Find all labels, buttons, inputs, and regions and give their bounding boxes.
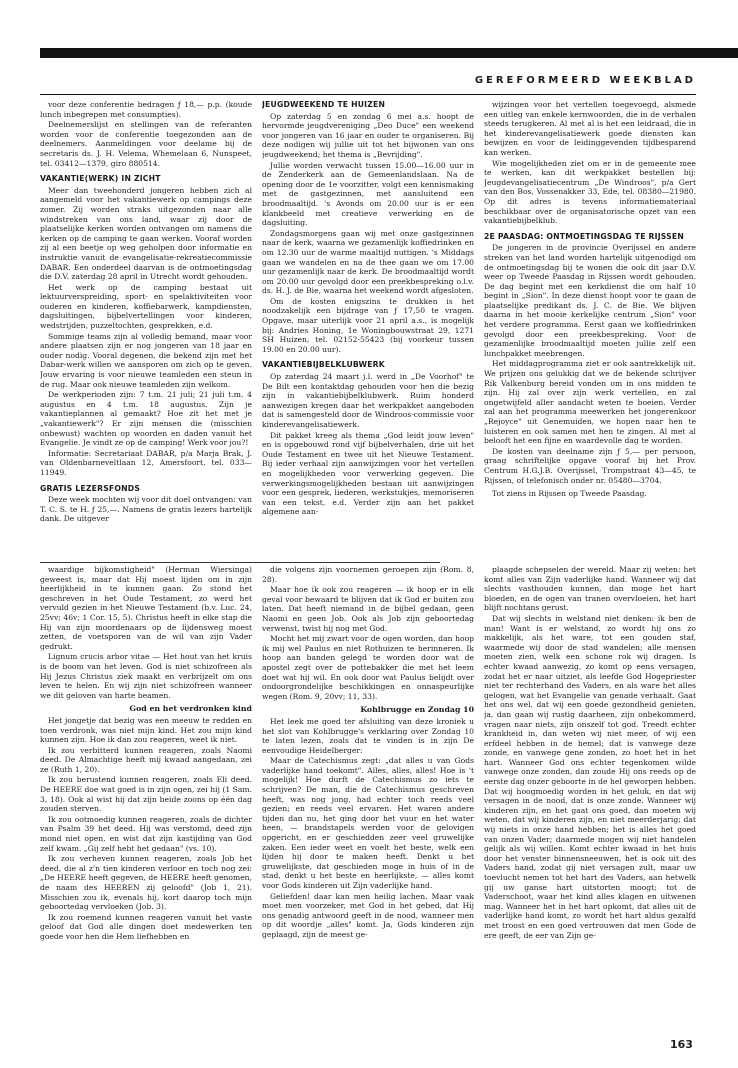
paragraph: wijzingen voor het vertellen toegevoegd, alsmede een uitleg van enkele kernwoorden, die in de verhalen steeds terugkeren. Al met al is het een leidraad, die in het kinderevangelisatiewerk goede diensten kan bewijzen en voor de leidinggevenden tijdbesparend kan werken.: [484, 100, 696, 157]
article-column-3: [484, 565, 696, 1035]
paragraph: Dat wij slechts in welstand niet denken: ik ben de man! Want is er welstand, zo wordt hij ons zo makkelijk, als het ware, tot een gouden staf, waarmede wij door de stad wandelen; alle mensen moeten zien, welk een schone rok wij dragen. Is echter kwaad aanwezig, zo komt op eens versagen, zodat het er naar uitziet, als leefde God Hogepriester niet ter rechterhand des Vaders, en als ware het alles gelogen, wat het Evangelie van genade verhaalt. Gaat het ons wel, dat wij een goede gezondheid genieten, ja, dan gaan wij rustig daarheen, zijn onbekommerd, vragen naar niets, zijn onszelf tot god. Treedt echter krankheid in, dan weten wij niet meer, of wij een erfdeel hebben in de hemel; dat is vanwege deze zonde, en vanwege gene zonden, zo hoet het in het hart. Wanneer God ons echter tegenkomen wilde vanwege onze zonden, dan zoude Hij ons reeds op de eerste dag onzer geboorte in de hel geworpen hebben. Dat wij hoogmoedig worden in het geluk, en dat wij versagen in de nood, dat is onze zonde. Wanneer wij kinderen zijn, en het gaat ons goed, dan moeten wij weten, dat wij kinderen zijn, en niet meerderjarig; dat wij niets in onze hand hebben; het is alles het goed van onzen Vader; daarmede mogen wij niet handelen gelijk als wij willen. Komt echter kwaad in het huis door het venster binnensneeuwen, het is ook uit des Vaders hand, zodat gij niet versagen zult, maar uw toevlucht nemen tot het hart des Vaders, aan hetwelk gij uw ganse hart uitstorten moogt; tot de Vaderschoot, waar het kind alles klagen en uitwenen mag. Wanneer het in het hart opkomt, dat alles uit de vaderlijke hand komt, zo wordt het hart aldus gezalfd met troost en een goed vertrouwen dat men Gode de ere geeft, de eer van Zijn ge-: [484, 613, 696, 940]
paragraph: Lignum crucis arbor vitae — Het hout van het kruis is de boom van het leven. God is niet schizofreen als Hij Jezus Christus ziek maakt en verbrijzelt om ons leven te helen. En wij zijn niet schizofreen wanneer we dit geloven van harte beamen.: [40, 652, 252, 700]
paragraph: Om de kosten enigszins te drukken is het noodzakelijk een bijdrage van ƒ 17,50 te vragen. Opgave, maar uiterlijk voor 21 april a.s., is mogelijk bij: Andries Honing, 1e Woningbouwstraat 29, 1271 SH Huizen, tel. 02152-55423 (bij voorkeur tussen 19.00 en 20.00 uur).: [262, 296, 474, 354]
section-divider: [40, 562, 440, 563]
paragraph: plaagde schepselen der wereld. Maar zij weten: het komt alles van Zijn vaderlijke hand. Wanneer wij dat slechts vasthouden kunnen, dan moge het hart bloeden, en de ogen van tranen overvloeien, het hart blijft nochtans gerust.: [484, 565, 696, 613]
paragraph: Het middagprogramma ziet er ook aantrekkelijk uit. We prijzen ons gelukkig dat we de bekende schrijver Rik Valkenburg bereid vonden om in ons midden te zijn. Hij zal over zijn werk vertellen, en zal ongetwijfeld aller aandacht weten te boeien. Verder zal aan het programma meewerken het jongerenkoor „Rejoyce" uit Genemuiden, we hopen naar hen te luisteren en ook samen met hen te zingen. Al met al belooft het een fijne en waardevolle dag te worden.: [484, 359, 696, 446]
paragraph: Ik zou verheven kunnen reageren, zoals Job het deed, die al z'n tien kinderen verloor en toch nog zei: „De HEERE heeft gegeven, de HEERE heeft genomen, de naam des HEEREN zij geloofd" (Job 1, 21). Misschien zou ik, evenals hij, kort daarop toch mijn geboortedag vervloeken (Job. 3).: [40, 854, 252, 912]
paragraph: Het leek me goed ter afsluiting van deze kroniek u het slot van Kohlbrugge's verklaring over Zondag 10 te laten lezen, zoals dat te vinden is in zijn De eenvoudige Heidelberger:: [262, 716, 474, 755]
news-column-2: [262, 100, 474, 560]
paragraph: Jullie worden verwacht tussen 15.00—16.00 uur in de Zenderkerk aan de Gemeenlandslaan. Na de opening door de 1e voorzitter, volgt een kennismaking met de gastgezinnen, met aansluitend een broodmaaltijd. 's Avonds om 20.00 uur is er een klankbeeld met creatieve verwerking en de dagsluiting.: [262, 160, 474, 228]
paragraph: Maar de Catechismus zegt: „dat alles u van Gods vaderlijke hand toekomt". Alles, alles, alles! Hoe is 't mogelijk! Hoe durft de Catechismus zo iets te schrijven? De man, die de Catechismus geschreven heeft, was nog jong, had echter toch reeds veel gezien; en reeds veel ervaren. Het waren andere tijden dan nu, het ging door het vuur en het water heen, — brandstapels werden voor de gelovigen opgericht, en er geschiedden zeer veel gruwelijke zaken. Een ieder weet en voelt het beste, welk een lijden hij door te maken heeft. Denkt u het gruwelijkste, dat geschieden moge in huis of in de stad, denkt u het beste en heerlijkste, — alles komt voor Gods kinderen uit Zijn vaderlijke hand.: [262, 756, 474, 890]
paragraph-group: [484, 243, 696, 485]
article-section: [40, 565, 696, 1035]
paragraph: Op zaterdag 24 maart j.l. werd in „De Voorhof" te De Bilt een kontaktdag gehouden voor hen die bezig zijn in vakantiebijbelklubwerk. Ruim honderd aanwezigen kregen daar het werkpakket aangeboden dat is samengesteld door de Windroos-commissie voor kinderevangelisatiewerk.: [262, 372, 474, 429]
paragraph: De jongeren in de provincie Overijssel en andere streken van het land worden hartelijk uitgenodigd om de ontmoetingsdag bij te wonen die ook dit jaar D.V. weer op Tweede Paasdag in Rijssen wordt gehouden. De dag begint met een kerkdienst die om half 10 begint in „Sion". In deze dienst hoopt voor te gaan de plaatselijke predikant ds. J. C. de Bie. We blijven daarna in het mooie kerkelijke centrum „Sion" voor het verdere programma. Eerst gaan we koffiedrinken gevolgd door een preekbespreking. Voor de gezamenlijke broodmaaltijd moeten jullie zelf een lunchpakket meebrengen.: [484, 243, 696, 358]
section-heading: GRATIS LEZERSFONDS: [40, 483, 141, 493]
page-number: 163: [670, 1038, 693, 1051]
paragraph: Het werk op de camping bestaat uit lektuurverspreiding, sport- en spelaktiviteiten voor ouderen en kinderen, koffiebarwerk, kampdiensten, dagsluitingen, bijbelvertellingen voor kinderen, wedstrijden, puzzeltochten, gesprekken, e.d.: [40, 282, 252, 331]
paragraph-group: [40, 495, 252, 524]
paragraph: Ik zou berustend kunnen reageren, zoals Eli deed. De HEERE doe wat goed is in zijn ogen, zei hij (1 Sam. 3, 18). Ook al wist hij dat zijn beide zoons op één dag zouden sterven.: [40, 775, 252, 814]
paragraph-group: [262, 717, 474, 940]
paragraph-group: [40, 100, 252, 168]
paragraph: Zondagsmorgens gaan wij met onze gastgezinnen naar de kerk, waarna we gezamenlijk koffiedrinken en om 12.30 uur de warme maaltijd nuttigen. 's Middags gaan we wandelen en na de thee gaan we om 17.00 uur gezamenlijk naar de kerk. De broodmaaltijd wordt om 20.00 uur gevolgd door een preekbespreking o.l.v. ds. H. J. de Bie, waarna het weekend wordt afgesloten.: [262, 228, 474, 296]
paragraph-group: [484, 100, 696, 226]
article-column-1: [40, 565, 252, 1035]
paragraph-group: [40, 565, 252, 700]
top-black-bar: [40, 48, 738, 58]
article-subheading: God en het verdronken kind: [129, 704, 252, 714]
paragraph: Ik zou ootmoedig kunnen reageren, zoals de dichter van Psalm 39 het deed. Hij was verstomd, deed zijn mond niet open, en wist dat zijn kastijding van God zelf kwam. „Gij zelf hebt het gedaan" (vs. 10).: [40, 814, 252, 853]
paragraph: die volgens zijn voornemen geroepen zijn (Rom. 8, 28).: [262, 565, 474, 584]
paragraph: Sommige teams zijn al volledig bemand, maar voor andere plaatsen zijn er nog jongeren van 18 jaar en ouder nodig. Vooral degenen, die bekend zijn met het Dabar-werk willen we aansporen om zich op te geven. Jouw ervaring is voor nieuwe teamleden een steun in de rug. Maar ook nieuwe teamleden zijn welkom.: [40, 331, 252, 389]
paragraph: Het jongetje dat bezig was een meeuw te redden en toen verdronk, was niet mijn kind. Het zou mijn kind kunnen zijn. Hoe ik dan zou reageren, weet ik niet.: [40, 715, 252, 745]
paragraph-group: [40, 186, 252, 478]
paragraph-group: [40, 716, 252, 942]
paragraph: Op zaterdag 5 en zondag 6 mei a.s. hoopt de hervormde jeugdvereniging „Deo Duce" een weekend voor jongeren van 16 jaar en ouder te organiseren. Bij deze nodigen wij jullie uit tot het bijwonen van ons jeugdweekend; het thema is „Bevrijding".: [262, 111, 474, 159]
paragraph-group: [262, 565, 474, 701]
paragraph: Meer dan tweehonderd jongeren hebben zich al aangemeld voor het vakantiewerk op campings deze zomer. Zij worden straks uitgezonden naar alle windstreken van ons land, waar zij door de plaatselijke kerken worden ontvangen om namens die kerken op de camping te gaan werken. Vooraf worden zij al een beetje op weg geholpen door informatie en instruktie vanuit de evangelisatie-rekreatiecommissie DABAR. Een onderdeel daarvan is de ontmoetingsdag die D.V. zaterdag 28 april in Utrecht wordt gehouden.: [40, 185, 252, 282]
paragraph: Dit pakket kreeg als thema „God leidt jouw leven" en is opgebouwd rond vijf bijbelverhalen, drie uit het Oude Testament en twee uit het Nieuwe Testament. Bij ieder verhaal zijn aanwijzingen voor het vertellen en mogelijkheden voor verwerking gegeven. Die verwerkingsmogelijkheden bestaan uit aanwijzingen voor een gesprek, liederen, werkstukjes, memoriseren van een tekst, e.d. Verder zijn aan het pakket algemene aan-: [262, 430, 474, 517]
masthead-rule: [40, 94, 696, 95]
news-section: [40, 100, 696, 560]
paragraph: voor deze conferentie bedragen ƒ 18,— p.p. (koude lunch inbegrepen met consumpties).: [40, 100, 252, 119]
article-column-2: [262, 565, 474, 1035]
news-column-1: [40, 100, 252, 560]
paragraph: Informatie: Secretariaat DABAR, p/a Marja Brak, J. van Oldenbarneveltlaan 12, Amersfoort, tel. 033—11949.: [40, 448, 252, 477]
section-heading: VAKANTIEBIJBELKLUBWERK: [262, 360, 385, 370]
news-column-3: [484, 100, 696, 560]
closing-line: Tot ziens in Rijssen op Tweede Paasdag.: [492, 489, 647, 499]
paragraph: Wie mogelijkheden ziet om er in de gemeente mee te werken, kan dit werkpakket bestellen bij: Jeugdevangelisatiecentrum „De Windroos", p/a Gert van den Bos, Vossenakker 33, Ede, tel. 08380—21980. Op dit adres is tevens informatiemateriaal beschikbaar over de organisatorische opzet van een vakantiebijbelklub.: [484, 158, 696, 226]
section-heading: 2E PAASDAG: ONTMOETINGSDAG TE RIJSSEN: [484, 231, 685, 241]
paragraph-group: [262, 372, 474, 517]
paragraph: Ik zou verbitterd kunnen reageren, zoals Naomi deed. De Almachtige heeft mij kwaad aangedaan, zei ze (Ruth 1, 20).: [40, 745, 252, 774]
paragraph-group: [484, 565, 696, 940]
paragraph: De kosten van deelname zijn ƒ 5,— per persoon, graag schriftelijke opgave vooraf bij het Prov. Centrum H.G.J.B. Overijssel, Trompstraat 43—45, te Rijssen, of telefonisch onder nr. 05480—3704.: [484, 446, 696, 485]
paragraph: Deelnemerslijst en stellingen van de referanten worden voor de conferentie toegezonden aan de deelnemers. Aanmeldingen voor deelame bij de secretaris ds. J. H. Velema, Whemelaan 6, Nunspeet, tel. 03412—1379, giro 880514.: [40, 120, 252, 168]
section-heading: VAKANTIE(WERK) IN ZICHT: [40, 174, 161, 184]
paragraph-group: [262, 112, 474, 355]
paragraph: De werkperioden zijn: 7 t.m. 21 juli; 21 juli t.m. 4 augustus en 4 t.m. 18 augustus. Zijn je vakantieplannen al gemaakt? Hoe zit het met je „vakantiewerk"? Er zijn mensen die (misschien onbewust) wachten op woorden en daden vanuit het Evangelie. Je vindt ze op de camping! Werk voor jou?!: [40, 390, 252, 448]
paragraph: waardige bijkomstigheid" (Herman Wiersinga) geweest is, maar dat Hij moest lijden om in zijn heerlijkheid in te kunnen gaan. Zo stond het geschreven in het Oude Testament, zo werd het vervuld gezien in het Nieuwe Testament (b.v. Luc. 24, 25vv; 46v; 1 Cor. 15, 5). Christus heeft in elke stap die Hij van zijn moordenaars op de lijdensweg moest zetten, de voetsporen van de wil van zijn Vader gedrukt.: [40, 565, 252, 651]
paragraph: Mocht het mij zwart voor de ogen worden, dan hoop ik mij wel Paulus en niet Rothuizen te herinneren. Ik hoop aan banden gelegd te worden door wat de apostel zegt over de pottebakker die met het leem doet wat hij wil. En ook door wat Paulus belijdt over ondoorgrondelijke beschikkingen en onnaspeurlijke wegen (Rom. 9, 20vv; 11, 33).: [262, 634, 474, 701]
section-heading: JEUGDWEEKEND TE HUIZEN: [262, 100, 386, 109]
paragraph: Ik zou roemend kunnen reageren vanuit het vaste geloof dat God alle dingen doet medewerken ten goede voor hen die Hem liefhebben en: [40, 912, 252, 941]
paragraph: Maar hoe ik ook zou reageren — ik hoop er in elk geval voor bewaard te blijven dat ik God er buiten zou laten. Dat heeft niemand in de bijbel gedaan, geen Naomi en geen Job. Ook als Job zijn geboortedag verwenst, twist hij nog met God.: [262, 585, 474, 633]
article-subheading: Kohlbrugge en Zondag 10: [360, 705, 474, 715]
journal-masthead: GEREFORMEERD WEEKBLAD: [474, 75, 696, 86]
paragraph: Geliefden! daar kan men heilig lachen. Maar vaak moet men voorzeker, met God in het gebed, dat Hij ons genadig antwoord geeft in de nood, wanneer men op dit woordje „alles" komt. Ja, Gods kinderen zijn geplaagd, zijn de meest ge-: [262, 891, 474, 939]
paragraph: Deze week mochten wij voor dit doel ontvangen: van T. C. S. te H. ƒ 25,—. Namens de gratis lezers hartelijk dank. De uitgever: [40, 495, 252, 524]
